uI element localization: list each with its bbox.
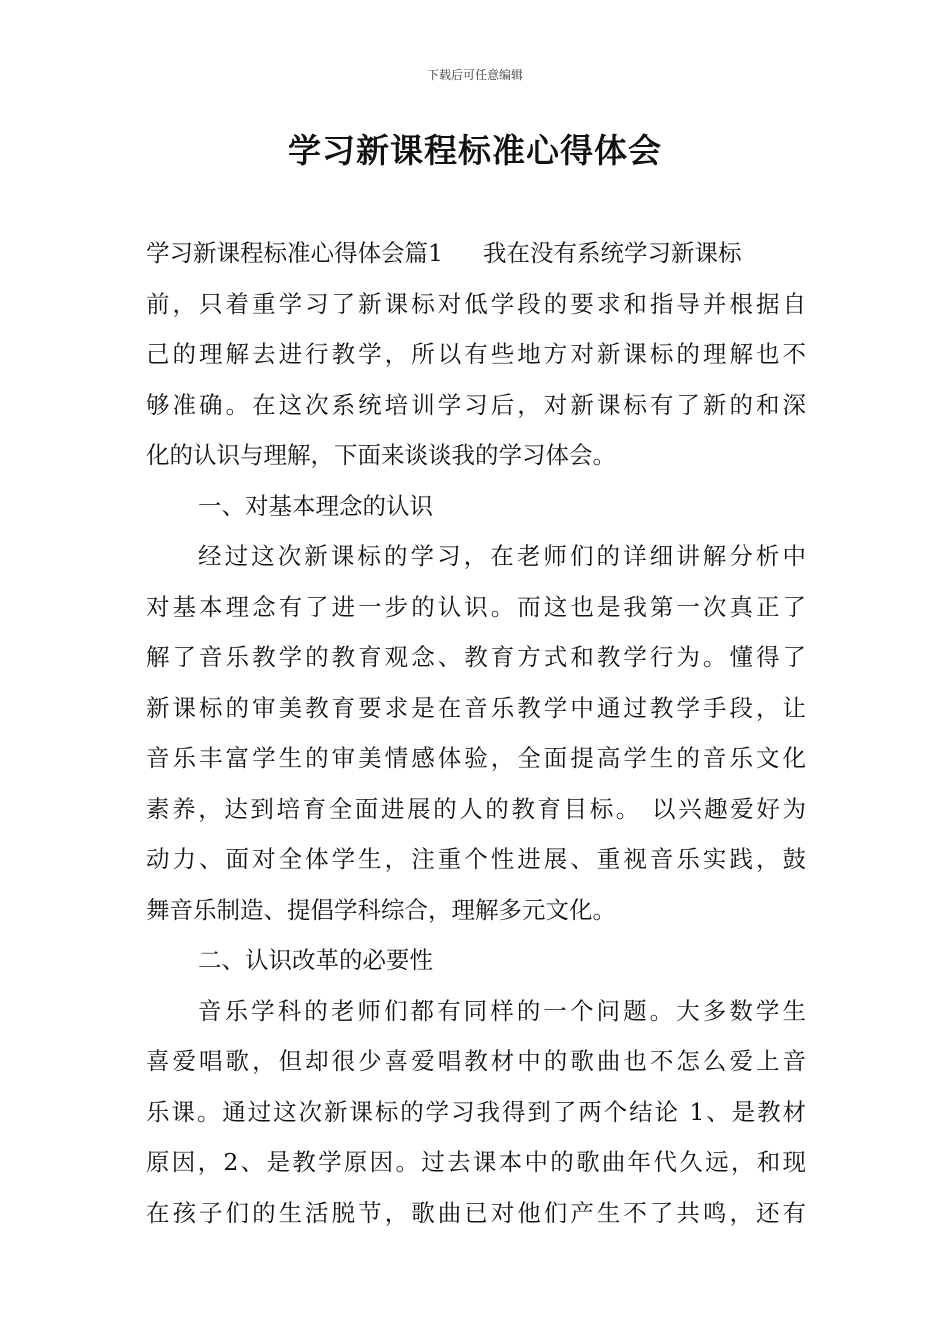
text-line [146,228,806,279]
text-line: 前，只着重学习了新课标对低学段的要求和指导并根据自 [146,289,806,318]
text-line: 化的认识与理解，下面来谈谈我的学习体会。 [146,441,616,469]
text-line: 音乐丰富学生的审美情感体验，全面提高学生的音乐文化 [146,744,806,772]
paragraph [146,228,806,481]
text-line: 对基本理念有了进一步的认识。而这也是我第一次真正了 [146,592,806,621]
document-title: 学习新课程标准心得体会 [288,131,662,170]
text-line: 原因，2、是教学原因。过去课本中的歌曲年代久远，和现 [146,1148,806,1176]
text-line: 够准确。在这次系统培训学习后，对新课标有了新的和深 [146,390,806,419]
subheading [146,935,806,986]
text-line: 乐课。通过这次新课标的学习我得到了两个结论 1、是教材 [146,1097,806,1126]
text-fragment: 我在没有系统学习新课标 [482,239,742,267]
text-line: 舞音乐制造、提倡学科综合，理解多元文化。 [146,895,616,924]
text-line: 动力、面对全体学生，注重个性进展、重视音乐实践，鼓 [146,845,806,873]
paragraph [146,531,806,935]
document-body [146,228,806,1238]
page-header: 下载后可任意编辑 [426,68,523,82]
text-line: 解了音乐教学的教育观念、教育方式和教学行为。懂得了 [146,643,806,671]
text-line: 新课标的审美教育要求是在音乐教学中通过教学手段，让 [146,693,806,722]
subheading [146,481,806,532]
text-line: 己的理解去进行教学，所以有些地方对新课标的理解也不 [146,340,806,368]
text-line: 经过这次新课标的学习，在老师们的详细讲解分析中 [198,542,806,570]
text-line: 音乐学科的老师们都有同样的一个问题。大多数学生 [198,996,806,1025]
subheading-text: 一、对基本理念的认识 [198,491,433,520]
text-line: 喜爱唱歌，但却很少喜爱唱教材中的歌曲也不怎么爱上音 [146,1047,806,1075]
subheading-text: 二、认识改革的必要性 [198,946,433,974]
text-line: 在孩子们的生活脱节，歌曲已对他们产生不了共鸣，还有 [146,1198,806,1227]
paragraph [146,986,806,1239]
text-line: 素养，达到培育全面进展的人的教育目标。 以兴趣爱好为 [146,794,806,823]
section-heading: 学习新课程标准心得体会篇1 [146,239,443,267]
